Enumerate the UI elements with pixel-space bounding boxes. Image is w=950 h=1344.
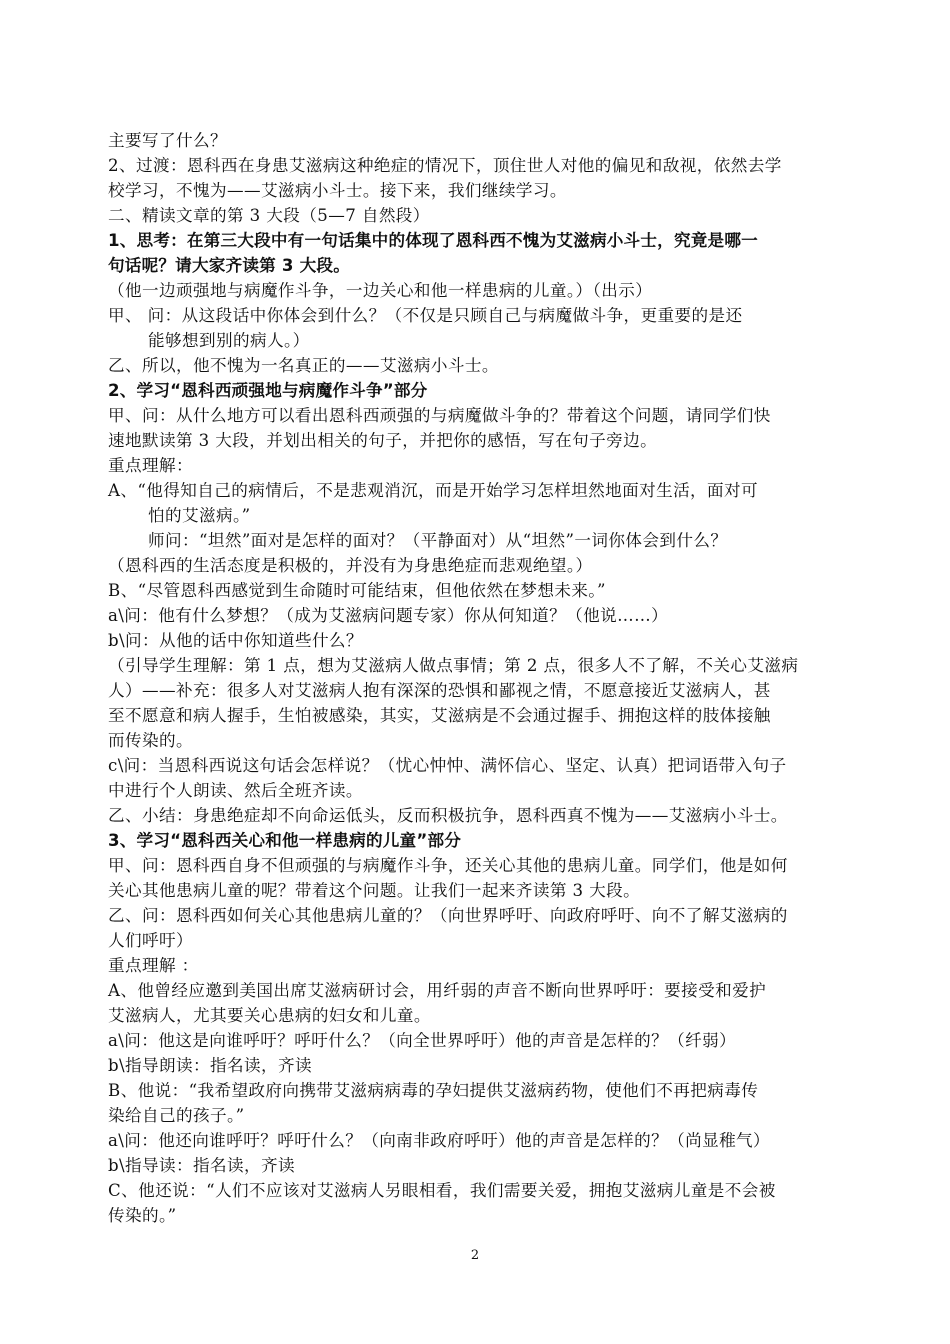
section-heading: 二、精读文章的第 3 大段（5—7 自然段） [108, 206, 430, 225]
text-line: a\问：他这是向谁呼吁？呼吁什么？（向全世界呼吁）他的声音是怎样的？（纤弱） [108, 1031, 737, 1050]
text-line: 主要写了什么？ [108, 131, 227, 150]
text-line: 关心其他患病儿童的呢？带着这个问题。让我们一起来齐读第 3 大段。 [108, 881, 641, 900]
text-line: 甲、问：恩科西自身不但顽强的与病魔作斗争，还关心其他的患病儿童。同学们，他是如何 [108, 856, 788, 875]
text-line: （恩科西的生活态度是积极的，并没有为身患绝症而悲观绝望。） [108, 556, 593, 575]
text-line: B、“尽管恩科西感觉到生命随时可能结束，但他依然在梦想未来。” [108, 581, 606, 600]
text-line: 而传染的。 [108, 731, 193, 750]
text-line: 校学习，不愧为——艾滋病小斗士。接下来，我们继续学习。 [108, 181, 567, 200]
text-line: 中进行个人朗读、然后全班齐读。 [108, 781, 363, 800]
text-line: 乙、所以，他不愧为一名真正的——艾滋病小斗士。 [108, 356, 499, 375]
text-line: 怕的艾滋病。” [148, 506, 251, 525]
text-line: b\指导朗读：指名读，齐读 [108, 1056, 312, 1075]
text-line: c\问：当恩科西说这句话会怎样说？（忧心忡忡、满怀信心、坚定、认真）把词语带入句子 [108, 756, 787, 775]
text-line: 乙、问：恩科西如何关心其他患病儿童的？（向世界呼吁、向政府呼吁、向不了解艾滋病的 [108, 906, 788, 925]
text-line: 速地默读第 3 大段，并划出相关的句子，并把你的感悟，写在句子旁边。 [108, 431, 658, 450]
subsection-heading: 3、学习“恩科西关心和他一样患病的儿童”部分 [108, 831, 462, 850]
text-line: 2、过渡：恩科西在身患艾滋病这种绝症的情况下，顶住世人对他的偏见和敌视，依然去学 [108, 156, 782, 175]
text-line: a\问：他有什么梦想？（成为艾滋病问题专家）你从何知道？（他说……） [108, 606, 669, 625]
page-number: 2 [470, 1248, 480, 1263]
text-line: 人）——补充：很多人对艾滋病人抱有深深的恐惧和鄙视之情，不愿意接近艾滋病人，甚 [108, 681, 771, 700]
text-line: b\问：从他的话中你知道些什么？ [108, 631, 363, 650]
text-line: 重点理解： [108, 456, 193, 475]
text-line: 乙、小结：身患绝症却不向命运低头，反而积极抗争，恩科西真不愧为——艾滋病小斗士。 [108, 806, 788, 825]
text-line: 甲、问：从什么地方可以看出恩科西顽强的与病魔做斗争的？带着这个问题，请同学们快 [108, 406, 771, 425]
text-line: 染给自己的孩子。” [108, 1106, 245, 1125]
bold-question: 1、思考：在第三大段中有一句话集中的体现了恩科西不愧为艾滋病小斗士，究竟是哪一 [108, 231, 758, 250]
bold-question: 句话呢？请大家齐读第 3 大段。 [108, 256, 351, 275]
text-line: A、他曾经应邀到美国出席艾滋病研讨会，用纤弱的声音不断向世界呼吁：要接受和爱护 [108, 981, 767, 1000]
text-line: 艾滋病人，尤其要关心患病的妇女和儿童。 [108, 1006, 431, 1025]
subsection-heading: 2、学习“恩科西顽强地与病魔作斗争”部分 [108, 381, 428, 400]
text-line: 能够想到别的病人。） [148, 331, 310, 350]
text-line: 重点理解 ： [108, 956, 199, 975]
text-line: 人们呼吁） [108, 931, 193, 950]
text-line: A、“他得知自己的病情后，不是悲观消沉，而是开始学习怎样坦然地面对生活，面对可 [108, 481, 759, 500]
text-line: （他一边顽强地与病魔作斗争，一边关心和他一样患病的儿童。）（出示） [108, 281, 653, 300]
text-line: 师问：“坦然”面对是怎样的面对？（平静面对）从“坦然”一词你体会到什么？ [148, 531, 728, 550]
text-line: 至不愿意和病人握手，生怕被感染，其实，艾滋病是不会通过握手、拥抱这样的肢体接触 [108, 706, 771, 725]
text-line: b\指导读：指名读，齐读 [108, 1156, 295, 1175]
text-line: C、他还说：“人们不应该对艾滋病人另眼相看，我们需要关爱，拥抱艾滋病儿童是不会被 [108, 1181, 776, 1200]
text-line: 传染的。” [108, 1206, 177, 1225]
text-line: 甲、 问：从这段话中你体会到什么？（不仅是只顾自己与病魔做斗争，更重要的是还 [108, 306, 743, 325]
text-line: （引导学生理解：第 1 点，想为艾滋病人做点事情；第 2 点，很多人不了解，不关心艾滋病 [108, 656, 799, 675]
text-line: B、他说：“我希望政府向携带艾滋病病毒的孕妇提供艾滋病药物，使他们不再把病毒传 [108, 1081, 759, 1100]
text-line: a\问：他还向谁呼吁？呼吁什么？（向南非政府呼吁）他的声音是怎样的？（尚显稚气） [108, 1131, 771, 1150]
